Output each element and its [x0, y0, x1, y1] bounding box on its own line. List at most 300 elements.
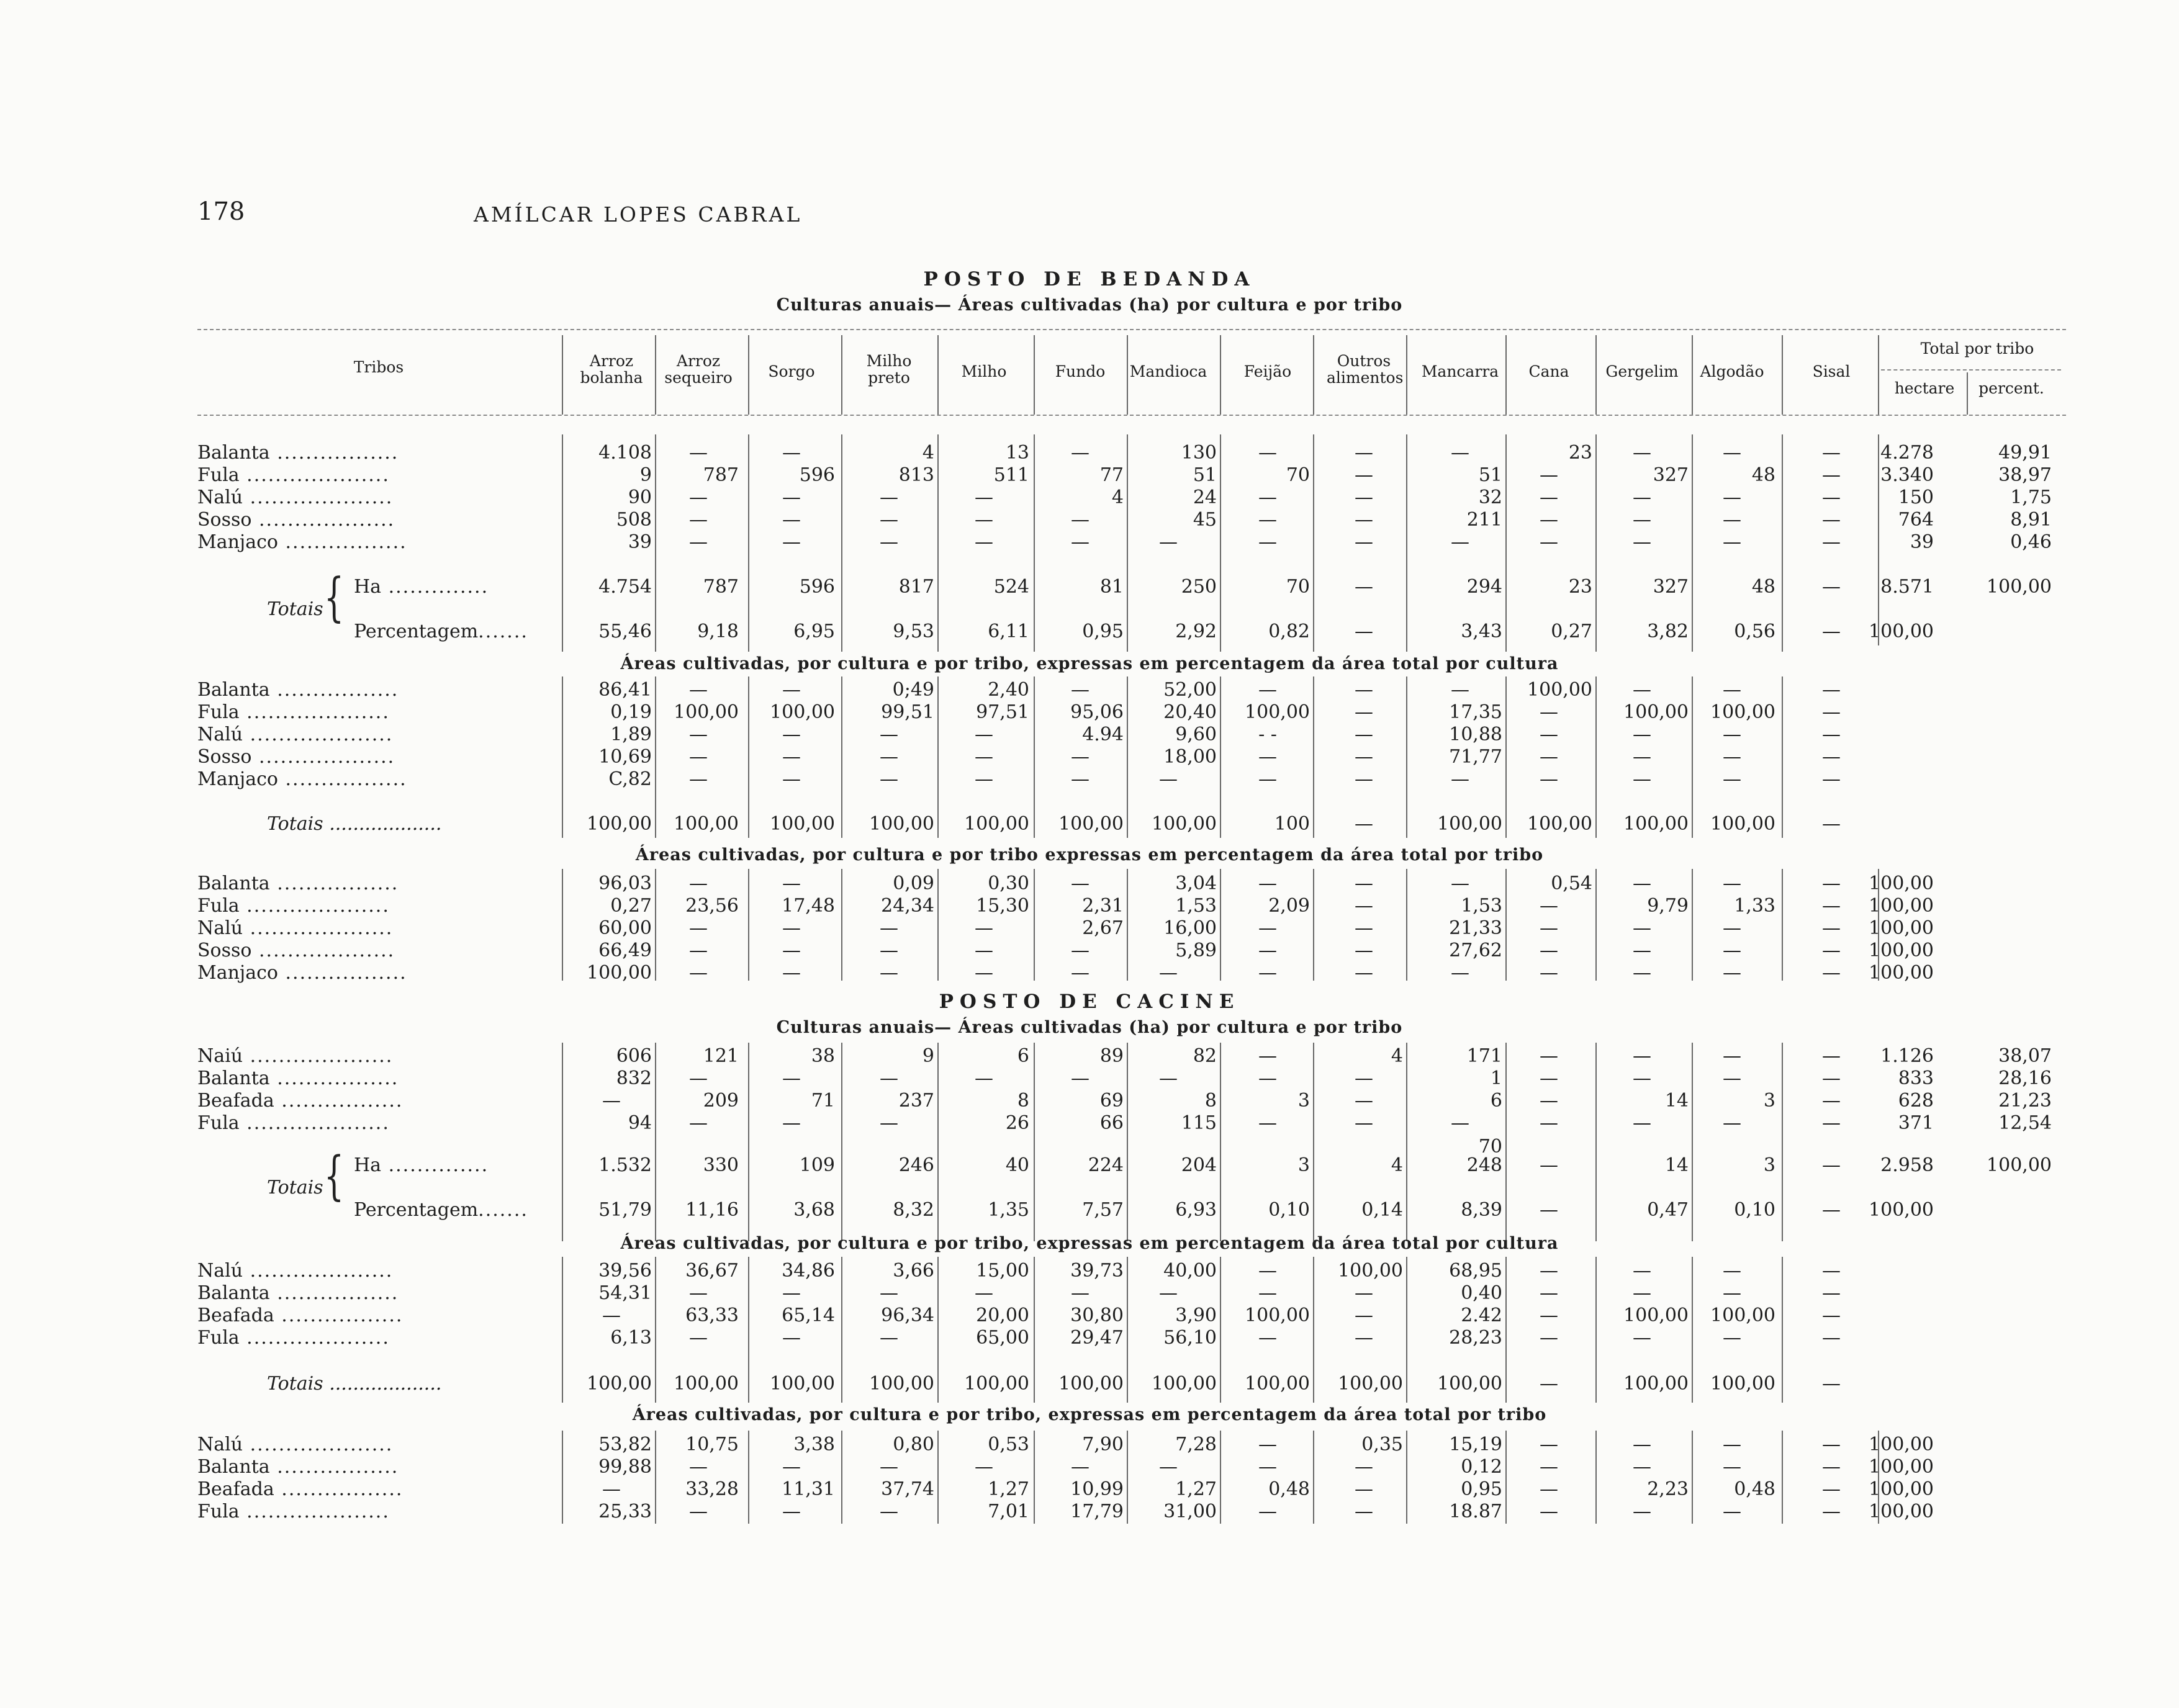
ha-cell: 70 [1286, 576, 1310, 598]
table-cell: — [1355, 679, 1373, 701]
table-cell: — [1822, 1090, 1841, 1112]
column-rule [841, 434, 842, 652]
leader-dots: .............. [381, 1154, 489, 1176]
table-cell: 3,04 [1175, 873, 1217, 894]
table-cell: — [1071, 1456, 1090, 1478]
total-hectare: 100,00 [1869, 873, 1934, 894]
table-cell: 100,00 [1710, 1305, 1775, 1326]
table-cell: 69 [1099, 1090, 1124, 1112]
table-cell: 77 [1099, 464, 1124, 486]
table-cell: — [1723, 442, 1741, 464]
table-cell: — [1355, 746, 1373, 768]
pct-cell: 0,10 [1268, 1199, 1310, 1221]
table-cell: 53,82 [598, 1434, 652, 1455]
table-cell: 23 [1568, 442, 1592, 464]
page-number: 178 [197, 197, 245, 226]
totais-cell: — [1355, 813, 1373, 835]
leader-dots: .................... [239, 1327, 390, 1349]
total-hectare: 100,00 [1869, 1501, 1934, 1522]
table-cell: — [1355, 701, 1373, 723]
totais-cell: 100,00 [1245, 1373, 1310, 1395]
pct-cell: 0,95 [1082, 621, 1124, 642]
column-rule [1505, 434, 1507, 652]
table-cell: — [689, 679, 708, 701]
table-cell: — [1822, 701, 1841, 723]
tribe-row-label [197, 1305, 403, 1327]
table-cell: — [880, 768, 898, 790]
table-cell: — [1355, 1305, 1373, 1326]
totais-cell: — [1822, 813, 1841, 835]
table-cell: — [1159, 531, 1178, 553]
total-percent: 12,54 [1998, 1112, 2052, 1134]
table-cell: — [1633, 768, 1651, 790]
table-cell: — [689, 1068, 708, 1089]
table-cell: 100,00 [1623, 701, 1689, 723]
table-cell: — [1540, 531, 1558, 553]
total-hectare: 4.278 [1880, 442, 1934, 464]
column-rule [1782, 1043, 1783, 1241]
table-cell: 100,00 [1527, 679, 1592, 701]
column-rule [1034, 1431, 1035, 1524]
pct-cell: 3,43 [1461, 621, 1502, 642]
table-cell: 787 [703, 464, 739, 486]
leader-dots: ................... [251, 940, 395, 961]
table-cell: 3,38 [793, 1434, 835, 1455]
table-cell: — [782, 531, 801, 553]
table-cell: 65,00 [976, 1327, 1029, 1349]
table-cell: — [689, 442, 708, 464]
table-cell: 71,77 [1449, 746, 1502, 768]
table-cell: 1,27 [988, 1478, 1029, 1500]
table-cell: 18,00 [1163, 746, 1217, 768]
table-cell: — [1071, 679, 1090, 701]
ha-label [354, 576, 489, 598]
table-cell: — [1633, 1501, 1651, 1522]
column-rule [1313, 434, 1314, 652]
header-column-rule [1406, 335, 1407, 415]
table-cell: — [1159, 1456, 1178, 1478]
brace: { [324, 567, 345, 627]
ha-cell: — [1355, 576, 1373, 598]
ha-cell: 4.754 [598, 576, 652, 598]
tribe-row-label [197, 487, 393, 509]
table-cell: — [1723, 1045, 1741, 1067]
table-cell: — [1540, 724, 1558, 745]
table-cell: — [1355, 940, 1373, 961]
table-cell: — [880, 940, 898, 961]
ha-cell: 248 [1466, 1154, 1502, 1176]
ha-cell: 4 [1391, 1154, 1403, 1176]
totais-cell: 100,00 [1527, 813, 1592, 835]
tribe-row-label [197, 464, 390, 487]
table-cell: 4.108 [598, 442, 652, 464]
table-cell: — [1540, 1282, 1558, 1304]
table-cell: — [975, 1456, 993, 1478]
pct-cell: 9,53 [893, 621, 934, 642]
table-cell: — [1258, 1112, 1277, 1134]
totais-cell: 100,00 [1437, 813, 1502, 835]
table-cell: 1,89 [610, 724, 652, 745]
table-cell: — [782, 679, 801, 701]
pct-cell: 6,93 [1175, 1199, 1217, 1221]
col-header-text: Milho [961, 362, 1007, 380]
column-rule [841, 869, 842, 981]
table-cell: 28,23 [1449, 1327, 1502, 1349]
column-rule [748, 1431, 749, 1524]
table-cell: 24 [1193, 487, 1217, 508]
col-header-text: Algodão [1700, 362, 1764, 380]
table-cell: 3 [1763, 1090, 1775, 1112]
table-cell: 52,00 [1163, 679, 1217, 701]
pct-cell: 6,11 [988, 621, 1029, 642]
tribe-row-label [197, 679, 399, 701]
table-cell: — [1723, 509, 1741, 531]
ha-cell: 246 [898, 1154, 934, 1176]
table-cell: 596 [799, 464, 835, 486]
table-cell: — [1540, 1327, 1558, 1349]
table-cell: 89 [1099, 1045, 1124, 1067]
table-cell: 100,00 [770, 701, 835, 723]
pct-cell: 2,92 [1175, 621, 1217, 642]
table-cell: — [689, 1456, 708, 1478]
table-cell: — [1723, 917, 1741, 939]
ha-cell: 48 [1751, 576, 1775, 598]
table-cell: 36,67 [685, 1260, 739, 1282]
table-cell: — [1723, 1068, 1741, 1089]
column-rule [655, 434, 656, 652]
header-column-rule [1127, 335, 1128, 415]
table-cell: 0,54 [1551, 873, 1592, 894]
tribe-row-label [197, 940, 395, 962]
table-cell: 63,33 [685, 1305, 739, 1326]
col-header-text: Milho preto [866, 352, 912, 387]
total-hectare: 100,00 [1869, 1456, 1934, 1478]
total-hectare: 628 [1898, 1090, 1934, 1112]
table-cell: 26 [1005, 1112, 1029, 1134]
row-label-text: Nalú [197, 917, 243, 939]
table-cell: 3 [1297, 1090, 1310, 1112]
table-cell: — [1723, 724, 1741, 745]
row-label-text: Balanta [197, 1068, 270, 1089]
table-cell: — [1723, 1456, 1741, 1478]
table-cell: — [1355, 531, 1373, 553]
table-cell: — [1159, 1282, 1178, 1304]
total-hectare: 764 [1898, 509, 1934, 531]
tribe-row-label [197, 531, 407, 554]
table-cell: — [975, 1282, 993, 1304]
column-rule [655, 869, 656, 981]
table-cell: 100,00 [1245, 1305, 1310, 1326]
column-rule [937, 1431, 939, 1524]
table-cell: — [975, 746, 993, 768]
column-rule [1406, 434, 1407, 652]
total-percent: 100,00 [1987, 576, 2052, 598]
table-cell: — [1071, 531, 1090, 553]
ha-cell: 14 [1664, 1154, 1689, 1176]
table-cell: — [880, 724, 898, 745]
table-cell: — [1355, 1327, 1373, 1349]
table-cell: — [880, 1112, 898, 1134]
table-cell: — [1723, 768, 1741, 790]
table-cell: 0,09 [893, 873, 934, 894]
column-rule [841, 1431, 842, 1524]
total-column-rule [1878, 434, 1879, 645]
table-cell: — [1258, 1045, 1277, 1067]
row-label-text: Beafada [197, 1090, 274, 1112]
table-cell: 1,27 [1175, 1478, 1217, 1500]
total-hectare: 100,00 [1869, 917, 1934, 939]
table-cell: 21,33 [1449, 917, 1502, 939]
table-cell: — [975, 724, 993, 745]
totais-cell: 100,00 [1623, 1373, 1689, 1395]
table-cell: 7,90 [1082, 1434, 1124, 1455]
table-cell: 23,56 [685, 895, 739, 917]
table-cell: 100,00 [674, 701, 739, 723]
table-cell: 10,69 [598, 746, 652, 768]
table-cell: — [1540, 1501, 1558, 1522]
pct-cell: 0,47 [1647, 1199, 1689, 1221]
table-cell: — [1355, 1090, 1373, 1112]
column-rule [1313, 869, 1314, 981]
pct-cell: 11,16 [685, 1199, 739, 1221]
table-cell: — [1540, 464, 1558, 486]
column-rule [937, 434, 939, 652]
tribe-row-label [197, 1068, 399, 1090]
table-cell: 2,23 [1647, 1478, 1689, 1500]
tribe-row-label [197, 1327, 390, 1349]
leader-dots: .................... [243, 917, 394, 939]
total-hectare: 150 [1898, 487, 1934, 508]
table-cell: — [1540, 1045, 1558, 1067]
table-cell: — [880, 509, 898, 531]
table-cell: — [1723, 1282, 1741, 1304]
header-column-rule [1782, 335, 1783, 415]
ha-text: Ha [354, 576, 382, 598]
table-cell: — [1633, 487, 1651, 508]
leader-dots: ................. [269, 679, 399, 701]
table-cell: — [1258, 442, 1277, 464]
table-cell: 10,99 [1070, 1478, 1124, 1500]
table-cell: — [1258, 1260, 1277, 1282]
cacine-subtitle-2: Áreas cultivadas, por cultura e por tribo, expressas em percentagem da área total por cultura [620, 1234, 1559, 1253]
pct-text: Percentagem [354, 1199, 479, 1221]
hectare-header: hectare [1894, 379, 1955, 397]
tribe-row-label [197, 1478, 403, 1501]
header-column-rule [562, 335, 563, 415]
table-cell: — [1355, 1068, 1373, 1089]
bedanda-subtitle-2: Áreas cultivadas, por cultura e por tribo, expressas em percentagem da área total por cultura [620, 654, 1559, 673]
pct-cell: 9,18 [697, 621, 739, 642]
pct-cell: 51,79 [598, 1199, 652, 1221]
row-label-text: Fula [197, 464, 240, 486]
table-cell: — [1633, 746, 1651, 768]
row-label-text: Balanta [197, 1456, 270, 1478]
table-cell: — [880, 746, 898, 768]
total-hectare: 100,00 [1869, 962, 1934, 984]
table-cell: 82 [1193, 1045, 1217, 1067]
row-label-text: Fula [197, 1327, 240, 1349]
ha-label [354, 1154, 489, 1177]
table-cell: — [880, 1327, 898, 1349]
table-cell: 0,48 [1268, 1478, 1310, 1500]
tribe-row-label [197, 1090, 403, 1112]
col-header [1595, 363, 1689, 380]
table-cell: — [1822, 679, 1841, 701]
column-rule [1782, 434, 1783, 652]
row-label-text: Nalú [197, 724, 243, 745]
table-cell: — [1822, 1434, 1841, 1455]
table-cell: 15,00 [976, 1260, 1029, 1282]
table-cell: — [1355, 1282, 1373, 1304]
table-cell: — [689, 531, 708, 553]
table-cell: 66,49 [598, 940, 652, 961]
table-cell: 832 [616, 1068, 652, 1089]
table-cell: — [1822, 531, 1841, 553]
table-cell: 1,33 [1734, 895, 1775, 917]
ha-cell: 294 [1466, 576, 1502, 598]
table-cell: — [602, 1305, 621, 1326]
col-header [1685, 363, 1779, 380]
leader-dots: ................. [269, 1456, 399, 1478]
table-cell: — [1723, 1260, 1741, 1282]
column-rule [1220, 434, 1221, 652]
header-column-rule [1692, 335, 1693, 415]
table-cell: — [1258, 1501, 1277, 1522]
col-header [1785, 363, 1878, 380]
ha-cell: — [1822, 1154, 1841, 1176]
table-cell: — [1540, 487, 1558, 508]
totais-cell: 100,00 [964, 813, 1029, 835]
table-cell: — [1723, 487, 1741, 508]
table-cell: 100,00 [1338, 1260, 1403, 1282]
column-rule [1406, 1043, 1407, 1241]
table-cell: — [1355, 464, 1373, 486]
leader-dots: .............. [381, 576, 489, 598]
total-hectare: 371 [1898, 1112, 1934, 1134]
totais-label: Totais ................... [267, 813, 442, 835]
column-rule [1782, 676, 1783, 838]
pct-cell: 0,10 [1734, 1199, 1775, 1221]
table-cell: 0,40 [1461, 1282, 1502, 1304]
leader-dots: ................... [251, 509, 395, 531]
table-cell: 16,00 [1163, 917, 1217, 939]
ha-cell: — [1540, 1154, 1558, 1176]
leader-dots: ................. [269, 1068, 399, 1089]
table-cell: — [689, 509, 708, 531]
leader-dots: .................... [243, 724, 394, 745]
table-cell: 209 [703, 1090, 739, 1112]
leader-dots: ................. [277, 768, 407, 790]
table-cell: 65,14 [782, 1305, 835, 1326]
table-cell: 96,03 [598, 873, 652, 894]
table-cell: 20,00 [976, 1305, 1029, 1326]
leader-dots: .................... [243, 1434, 394, 1455]
table-cell: — [880, 1282, 898, 1304]
table-cell: — [1540, 1090, 1558, 1112]
table-cell: 90 [628, 487, 652, 508]
table-cell: — [1451, 768, 1469, 790]
table-cell: — [1633, 724, 1651, 745]
table-cell: 56,10 [1163, 1327, 1217, 1349]
tribe-row-label [197, 509, 395, 531]
pct-cell: 55,46 [598, 621, 652, 642]
table-cell: — [1159, 768, 1178, 790]
table-cell: — [1540, 895, 1558, 917]
table-cell: — [1633, 1112, 1651, 1134]
table-cell: — [975, 531, 993, 553]
table-cell: — [1258, 873, 1277, 894]
table-cell: — [689, 746, 708, 768]
table-cell: — [1633, 1282, 1651, 1304]
bedanda-subtitle-3: Áreas cultivadas, por cultura e por tribo expressas em percentagem da área total por tribo [635, 845, 1544, 865]
header-column-rule [1505, 335, 1507, 415]
column-rule [1782, 1431, 1783, 1524]
table-cell: — [1355, 509, 1373, 531]
table-cell: — [1822, 895, 1841, 917]
table-cell: — [1822, 917, 1841, 939]
tribe-row-label [197, 962, 407, 984]
total-percent: 49,91 [1998, 442, 2052, 464]
table-cell: — [975, 940, 993, 961]
running-head-author: AMÍLCAR LOPES CABRAL [474, 202, 803, 227]
table-cell: 0,80 [893, 1434, 934, 1455]
tribe-row-label [197, 768, 407, 791]
table-cell: 60,00 [598, 917, 652, 939]
leader-dots: .................... [243, 1260, 394, 1282]
table-cell: — [1822, 1305, 1841, 1326]
header-column-rule [1313, 335, 1314, 415]
totais-cell: 100,00 [964, 1373, 1029, 1395]
table-cell: — [1540, 1434, 1558, 1455]
table-cell: 6,13 [610, 1327, 652, 1349]
totais-cell: — [1540, 1373, 1558, 1395]
table-cell: — [782, 1282, 801, 1304]
table-cell: — [782, 509, 801, 531]
column-rule [1595, 434, 1597, 652]
table-cell: — [1822, 509, 1841, 531]
table-cell: — [1822, 1282, 1841, 1304]
table-cell: 68,95 [1449, 1260, 1502, 1282]
leader-dots: ................. [274, 1090, 404, 1112]
table-cell: 86,41 [598, 679, 652, 701]
leader-dots: ....... [478, 621, 528, 642]
table-cell: 0,95 [1461, 1478, 1502, 1500]
tribe-row-label [197, 746, 395, 768]
row-label-text: Sosso [197, 509, 252, 531]
table-cell: — [1355, 873, 1373, 894]
totais-cell: 100,00 [770, 1373, 835, 1395]
col-header [1221, 363, 1314, 380]
totais-cell: 100,00 [1058, 813, 1124, 835]
bedanda-title: POSTO DE BEDANDA [923, 268, 1256, 290]
row-label-text: Beafada [197, 1305, 274, 1326]
row-label-text: Balanta [197, 679, 270, 701]
table-cell: — [1355, 1478, 1373, 1500]
pct-cell: 3,68 [793, 1199, 835, 1221]
table-cell: — [689, 1282, 708, 1304]
table-cell: — [1159, 962, 1178, 984]
table-cell: — [689, 917, 708, 939]
table-cell: C,82 [608, 768, 652, 790]
row-label-text: Fula [197, 1112, 240, 1134]
table-cell: 15,19 [1449, 1434, 1502, 1455]
ha-cell: 3 [1297, 1154, 1310, 1176]
table-cell: — [1355, 1456, 1373, 1478]
table-cell: 813 [898, 464, 934, 486]
pct-text: Percentagem [354, 621, 479, 642]
table-cell: 39,56 [598, 1260, 652, 1282]
table-cell: — [1723, 1501, 1741, 1522]
